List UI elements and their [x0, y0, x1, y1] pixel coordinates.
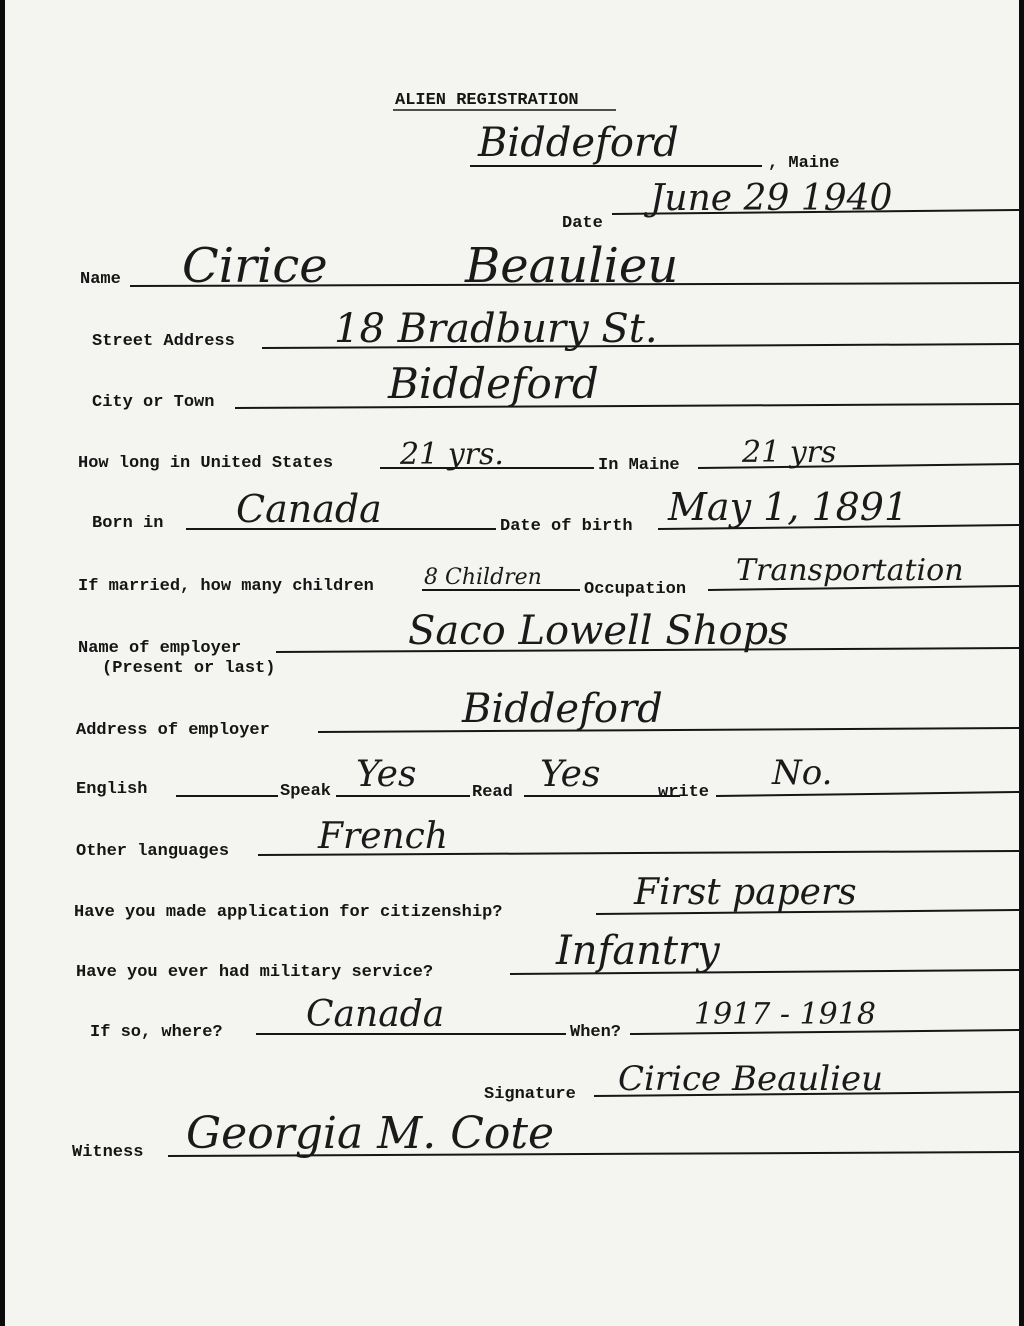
- write-label: write: [658, 783, 710, 802]
- employer-address-entry: Biddeford: [462, 686, 663, 732]
- where-label: If so, where?: [90, 1023, 223, 1042]
- born-in-entry: Canada: [236, 487, 382, 531]
- town-entry: Biddeford: [478, 120, 679, 166]
- employer-label: Name of employer: [78, 639, 242, 658]
- read-entry: Yes: [540, 754, 601, 795]
- military-label: Have you ever had military service?: [76, 963, 434, 982]
- speak-entry: Yes: [356, 754, 417, 795]
- write-line: [716, 792, 1020, 796]
- employer-sublabel: (Present or last): [102, 659, 276, 678]
- signature-label: Signature: [484, 1085, 576, 1104]
- date-entry: June 29 1940: [650, 178, 893, 219]
- employer-entry: Saco Lowell Shops: [408, 608, 789, 654]
- state-label: , Maine: [768, 154, 840, 173]
- how-long-label: How long in United States: [78, 454, 334, 473]
- scan-left-edge: [0, 0, 5, 1326]
- when-label: When?: [570, 1023, 622, 1042]
- when-entry: 1917 - 1918: [694, 997, 876, 1032]
- speak-label: Speak: [280, 782, 332, 801]
- name-label: Name: [80, 270, 121, 289]
- city-label: City or Town: [92, 393, 215, 412]
- military-entry: Infantry: [556, 928, 720, 974]
- witness-entry: Georgia M. Cote: [186, 1108, 555, 1159]
- write-entry: No.: [772, 753, 833, 793]
- city-line: [235, 404, 1020, 408]
- read-label: Read: [472, 783, 513, 802]
- signature-entry: Cirice Beaulieu: [618, 1059, 884, 1099]
- children-label: If married, how many children: [78, 577, 374, 596]
- citizenship-entry: First papers: [634, 872, 857, 913]
- date-label: Date: [562, 214, 603, 233]
- occupation-entry: Transportation: [736, 553, 964, 588]
- witness-label: Witness: [72, 1143, 144, 1162]
- in-maine-label: In Maine: [598, 456, 680, 475]
- name-first-entry: Cirice: [182, 238, 328, 294]
- street-label: Street Address: [92, 332, 235, 351]
- dob-entry: May 1, 1891: [668, 485, 909, 529]
- scan-right-edge: [1019, 0, 1024, 1326]
- where-entry: Canada: [306, 994, 445, 1035]
- form-title: ALIEN REGISTRATION: [395, 91, 579, 110]
- citizenship-label: Have you made application for citizenship?: [74, 903, 503, 922]
- other-languages-entry: French: [318, 816, 449, 857]
- english-label: English: [76, 780, 148, 799]
- street-entry: 18 Bradbury St.: [334, 306, 658, 352]
- other-languages-label: Other languages: [76, 842, 230, 861]
- occupation-label: Occupation: [584, 580, 687, 599]
- city-entry: Biddeford: [388, 359, 599, 408]
- employer-address-line: [318, 728, 1020, 732]
- years-maine-entry: 21 yrs: [742, 435, 837, 470]
- employer-address-label: Address of employer: [76, 721, 270, 740]
- children-entry: 8 Children: [424, 565, 542, 590]
- dob-label: Date of birth: [500, 517, 633, 536]
- years-us-entry: 21 yrs.: [400, 437, 504, 472]
- name-last-entry: Beaulieu: [465, 238, 679, 294]
- born-in-label: Born in: [92, 514, 164, 533]
